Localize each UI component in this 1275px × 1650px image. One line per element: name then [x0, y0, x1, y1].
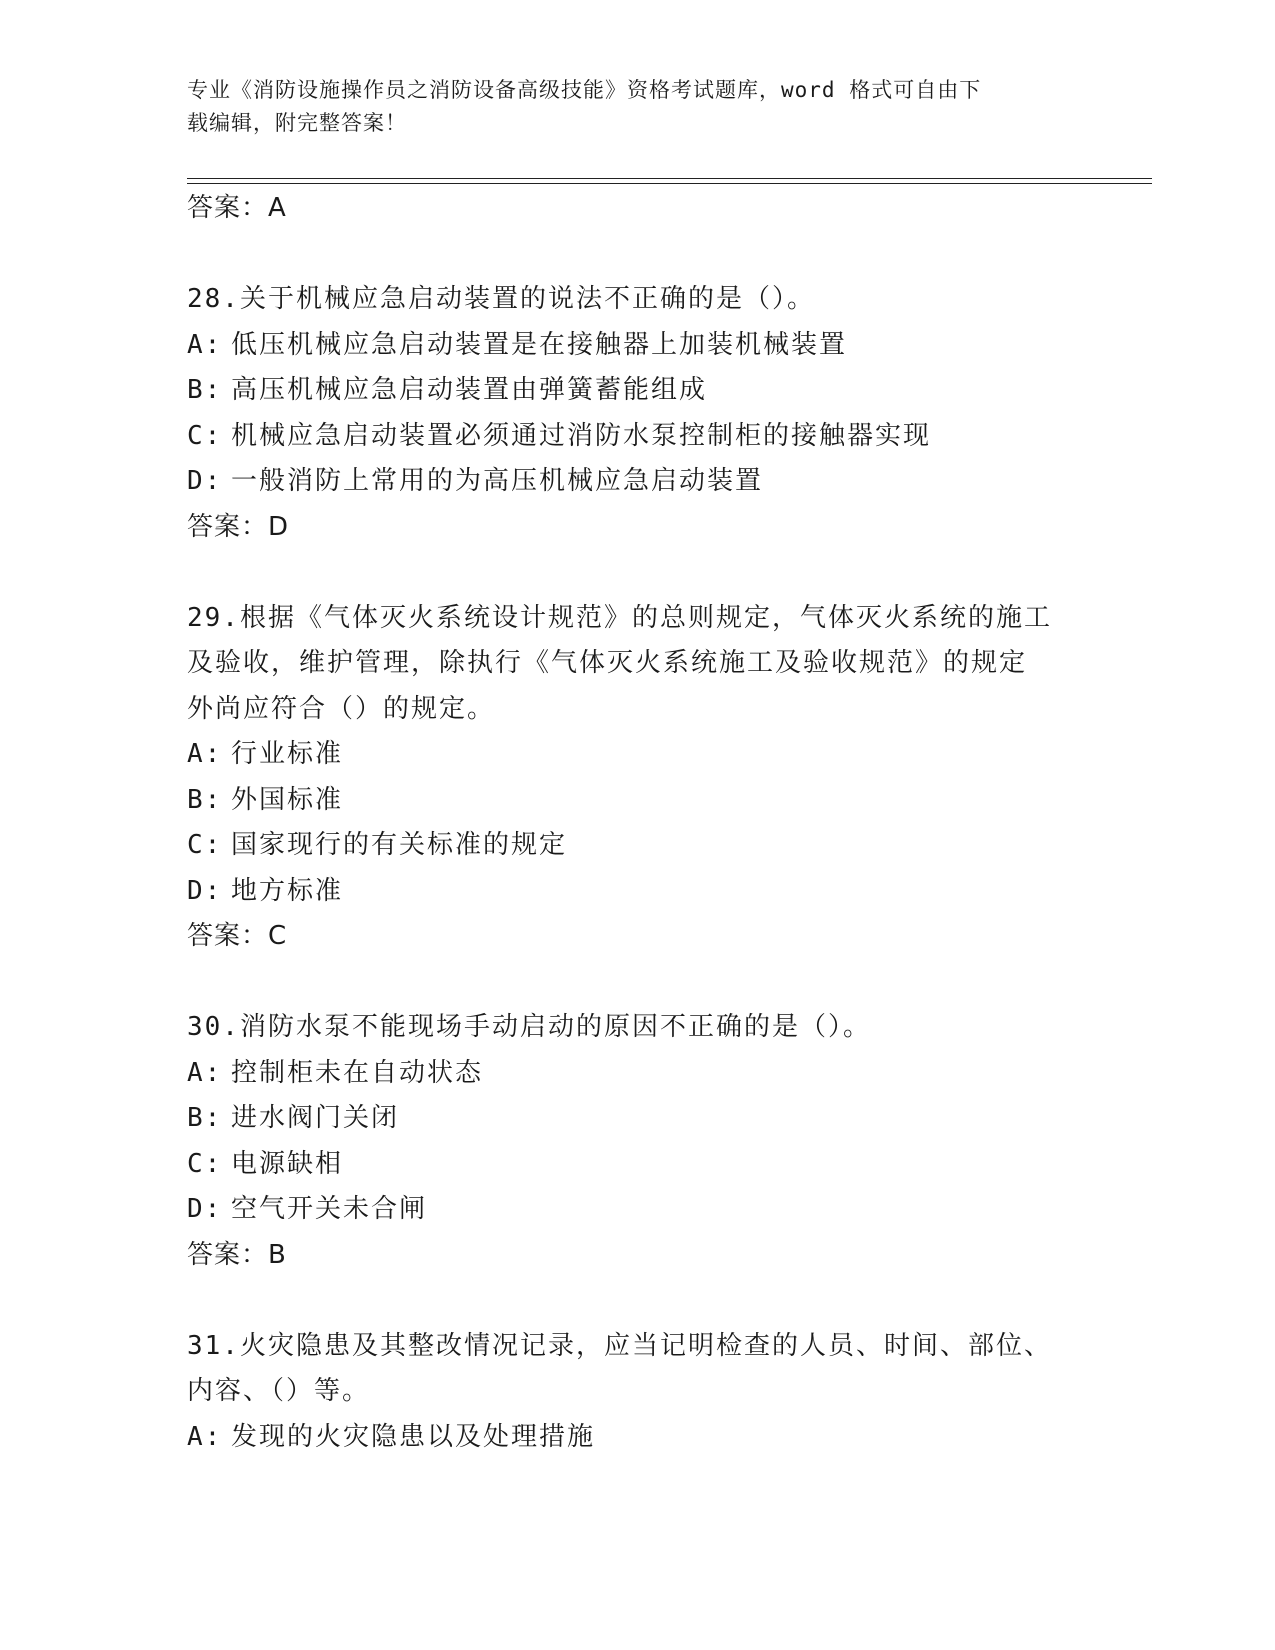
option-key: A:: [187, 329, 223, 360]
option-key: A:: [187, 739, 223, 769]
option-text: 控制柜未在自动状态: [231, 1057, 484, 1088]
answer-value: B: [268, 1239, 287, 1270]
question-text-30: [187, 1005, 1067, 1051]
option-key: C:: [187, 830, 223, 860]
option-text: 高压机械应急启动装置由弹簧蓄能组成: [231, 375, 708, 405]
question-continuation: 内容、（）等。: [187, 1376, 371, 1406]
question-text-28: [187, 277, 1067, 323]
answer-line: [187, 505, 1067, 551]
option-b: [187, 1096, 1067, 1142]
question-line: 火灾隐患及其整改情况记录，应当记明检查的人员、时间、部位、: [239, 1330, 1052, 1361]
question-line: 根据《气体灭火系统设计规范》的总则规定，气体灭火系统的施工: [239, 602, 1052, 633]
option-d: [187, 459, 1067, 505]
option-a: [187, 1415, 1067, 1461]
option-text: 一般消防上常用的为高压机械应急启动装置: [231, 466, 764, 496]
option-c: [187, 414, 1067, 460]
option-b: [187, 778, 1067, 824]
answer-label: 答案：: [187, 1239, 269, 1270]
document-header: [187, 74, 1067, 140]
option-a: [187, 732, 1067, 778]
option-key: C:: [187, 1148, 223, 1179]
option-text: 电源缺相: [231, 1148, 344, 1179]
option-text: 国家现行的有关标准的规定: [231, 830, 568, 860]
option-key: B:: [187, 1103, 223, 1133]
option-text: 进水阀门关闭: [231, 1103, 400, 1133]
option-key: A:: [187, 1057, 223, 1088]
option-b: [187, 368, 1067, 414]
header-divider: [187, 178, 1152, 184]
answer-line: [187, 186, 1067, 232]
answer-line: [187, 1233, 1067, 1279]
question-number: 31.: [187, 1330, 240, 1361]
spacer: [187, 232, 1067, 278]
option-text: 机械应急启动装置必须通过消防水泵控制柜的接触器实现: [231, 420, 932, 451]
option-key: B:: [187, 784, 223, 815]
option-text: 地方标准: [231, 875, 344, 906]
option-d: [187, 1187, 1067, 1233]
question-number: 29.: [187, 602, 240, 633]
question-text-31: [187, 1324, 1067, 1370]
spacer: [187, 1278, 1067, 1324]
option-key: B:: [187, 375, 223, 405]
header-line-1: 专业《消防设施操作员之消防设备高级技能》资格考试题库，word 格式可自由下: [187, 78, 982, 102]
document-page: [187, 0, 1152, 1650]
option-text: 空气开关未合闸: [231, 1194, 428, 1224]
option-d: [187, 869, 1067, 915]
answer-value: C: [268, 921, 288, 951]
answer-line: [187, 914, 1067, 960]
question-number: 30.: [187, 1012, 240, 1042]
option-text: 外国标准: [231, 784, 344, 815]
option-key: C:: [187, 420, 223, 451]
option-text: 行业标准: [231, 739, 344, 769]
question-line: 关于机械应急启动装置的说法不正确的是（）。: [239, 284, 815, 314]
option-text: 低压机械应急启动装置是在接触器上加装机械装置: [231, 329, 848, 360]
answer-value: D: [268, 511, 290, 542]
question-text-29: [187, 596, 1067, 642]
spacer: [187, 960, 1067, 1006]
answer-label: 答案：: [187, 511, 269, 542]
option-key: D:: [187, 875, 223, 906]
question-list: [187, 186, 1067, 1460]
question-continuation: 及验收，维护管理，除执行《气体灭火系统施工及验收规范》的规定: [187, 648, 1028, 678]
option-c: [187, 1142, 1067, 1188]
option-key: D:: [187, 1194, 223, 1224]
answer-label: 答案：: [187, 193, 269, 223]
answer-label: 答案：: [187, 921, 269, 951]
option-text: 发现的火灾隐患以及处理措施: [231, 1421, 596, 1452]
option-c: [187, 823, 1067, 869]
header-line-2: 载编辑，附完整答案！: [187, 111, 407, 135]
question-line: 消防水泵不能现场手动启动的原因不正确的是（）。: [239, 1012, 871, 1042]
answer-value: A: [268, 193, 287, 223]
option-a: [187, 1051, 1067, 1097]
question-continuation: 外尚应符合（）的规定。: [187, 693, 496, 724]
option-a: [187, 323, 1067, 369]
option-key: D:: [187, 466, 223, 496]
spacer: [187, 550, 1067, 596]
question-number: 28.: [187, 284, 240, 314]
option-key: A:: [187, 1421, 223, 1452]
